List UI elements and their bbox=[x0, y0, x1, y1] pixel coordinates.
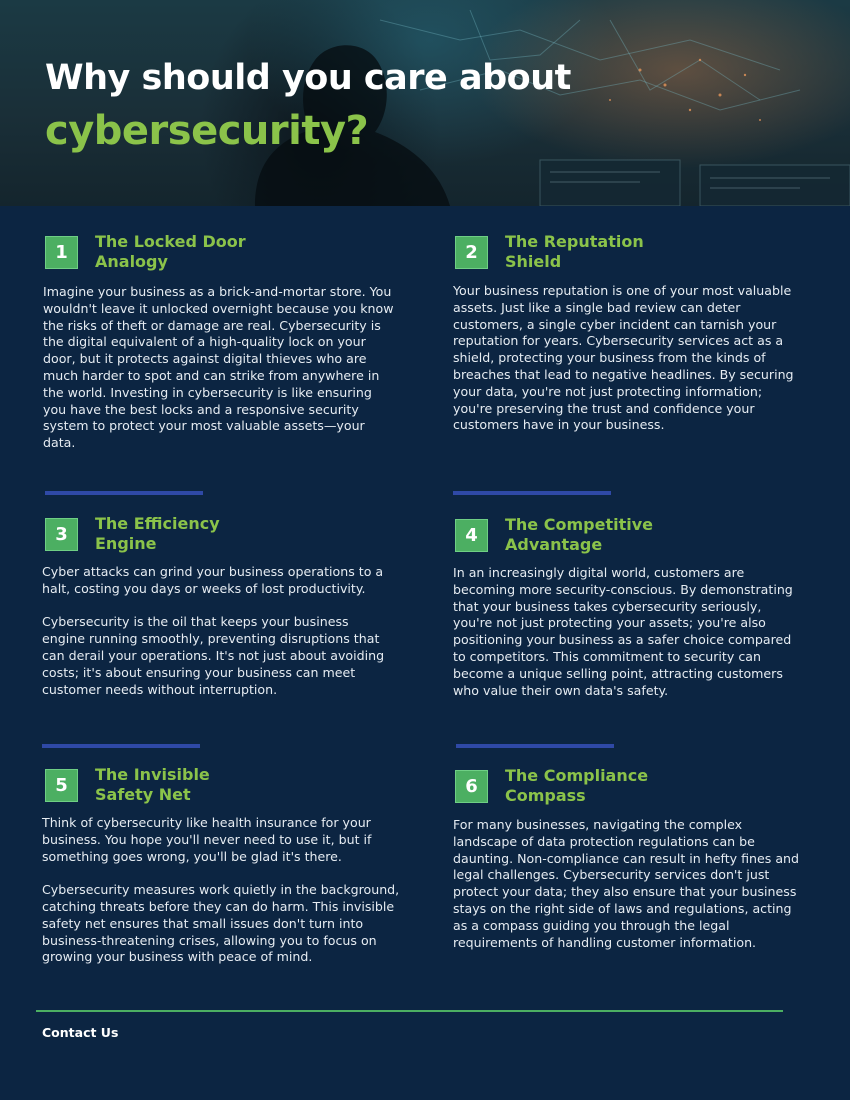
hero-background-image bbox=[0, 0, 850, 206]
card-paragraph: Your business reputation is one of your most valuable assets. Just like a single bad review can deter customers, a single cyber incident can tarnish your reputation for years. Cybersecurity services act as a shield, protecting your business from the kinds of breaches that lead to negative headlines. By securing your data, you're not just protecting information; you're preserving the trust and confidence your customers have in your business. bbox=[453, 283, 794, 433]
contact-us-link[interactable]: Contact Us bbox=[42, 1025, 119, 1040]
page-title-line-2: cybersecurity? bbox=[45, 108, 369, 154]
section-divider bbox=[453, 491, 611, 495]
card-header bbox=[45, 514, 405, 554]
section-divider bbox=[42, 744, 200, 748]
card-paragraph: For many businesses, navigating the complex landscape of data protection regulations can be daunting. Non-compliance can result in hefty fines and legal challenges. Cybersecurity services don't just protect your data; they also ensure that your business stays on the right side of laws and regulations, acting as a compass guiding you through the legal requirements of handling customer information. bbox=[453, 817, 800, 950]
footer-divider bbox=[36, 1010, 783, 1012]
card-body bbox=[453, 283, 798, 434]
card-header bbox=[455, 766, 815, 806]
card-header bbox=[45, 765, 405, 805]
section-divider bbox=[45, 491, 203, 495]
section-divider bbox=[456, 744, 614, 748]
card-paragraph: Imagine your business as a brick-and-mortar store. You wouldn't leave it unlocked overnight because you know the risks of theft or damage are real. Cybersecurity is the digital equivalent of a high-quality lock on your door, but it protects against digital thieves who are much harder to spot and can strike from anywhere in the world. Investing in cybersecurity is like ensuring you have the best locks and a responsive security system to protect your most valuable assets—your data. bbox=[43, 284, 394, 451]
card-body bbox=[42, 564, 390, 698]
card-header bbox=[455, 232, 815, 272]
number-badge: 4 bbox=[455, 519, 488, 552]
card-title: The Reputation Shield bbox=[505, 232, 644, 271]
card-paragraph: Cyber attacks can grind your business operations to a halt, costing you days or weeks of lost productivity. bbox=[42, 564, 384, 596]
reason-card-3 bbox=[42, 514, 405, 697]
number-badge: 2 bbox=[455, 236, 488, 269]
page-title-line-1: Why should you care about bbox=[45, 58, 571, 98]
card-header bbox=[45, 232, 405, 272]
number-badge: 3 bbox=[45, 518, 78, 551]
reason-card-5 bbox=[42, 765, 405, 965]
card-body bbox=[453, 565, 801, 699]
card-title: The Efficiency Engine bbox=[95, 514, 220, 553]
number-badge: 6 bbox=[455, 770, 488, 803]
card-paragraph: Cybersecurity measures work quietly in the background, catching threats before they can do harm. This invisible safety net ensures that small issues don't turn into business-threatening crises, allowing you to focus on growing your business with peace of mind. bbox=[42, 882, 400, 965]
card-body bbox=[42, 815, 410, 966]
card-paragraph: Cybersecurity is the oil that keeps your business engine running smoothly, preventing disruptions that can derail your operations. It's not just about avoiding costs; it's about ensuring your business can meet customer needs without interruption. bbox=[42, 614, 385, 697]
card-title: The Competitive Advantage bbox=[505, 515, 653, 554]
card-title: The Locked Door Analogy bbox=[95, 232, 246, 271]
reason-card-2 bbox=[453, 232, 815, 433]
hero-banner bbox=[0, 0, 850, 206]
card-body bbox=[453, 817, 803, 951]
card-body bbox=[43, 284, 395, 452]
reason-card-4 bbox=[453, 515, 815, 698]
card-title: The Invisible Safety Net bbox=[95, 765, 210, 804]
card-header bbox=[455, 515, 815, 555]
number-badge: 1 bbox=[45, 236, 78, 269]
card-title: The Compliance Compass bbox=[505, 766, 649, 805]
reason-card-1 bbox=[43, 232, 405, 451]
card-paragraph: Think of cybersecurity like health insurance for your business. You hope you'll never need to use it, but if something goes wrong, you'll be glad it's there. bbox=[42, 815, 372, 864]
card-paragraph: In an increasingly digital world, customers are becoming more security-conscious. By demonstrating that your business takes cybersecurity seriously, you're not just protecting your assets; you're also positioning your business as a safer choice compared to competitors. This commitment to security can become a unique selling point, attracting customers who value their own data's safety. bbox=[453, 565, 793, 698]
number-badge: 5 bbox=[45, 769, 78, 802]
reason-card-6 bbox=[453, 766, 815, 950]
